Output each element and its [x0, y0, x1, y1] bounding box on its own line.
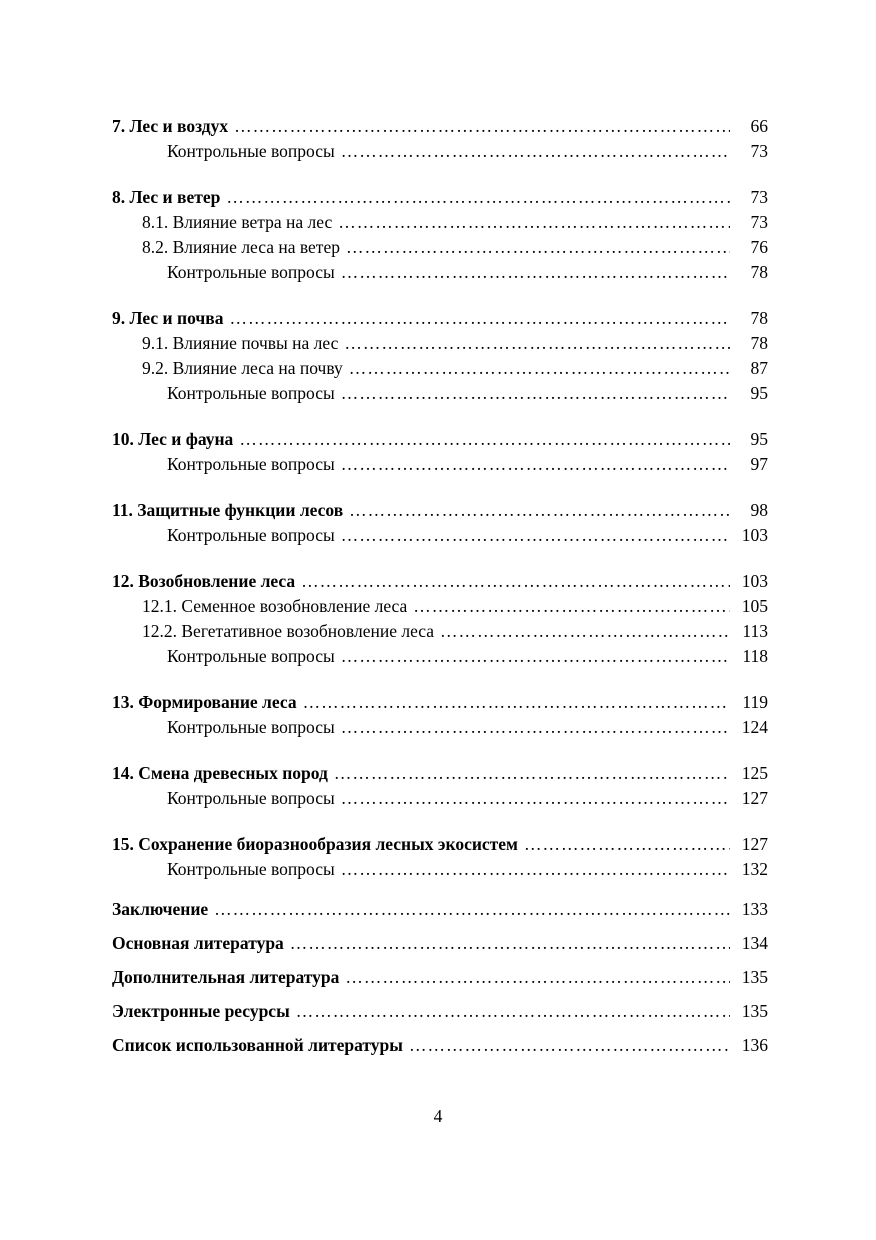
toc-entry-label: Контрольные вопросы [167, 262, 335, 282]
toc-dot-leader [524, 832, 730, 857]
toc-page-number: 125 [741, 763, 768, 783]
toc-row [112, 331, 768, 356]
toc-entry-label: Электронные ресурсы [112, 1001, 290, 1021]
toc-dot-leader [341, 452, 730, 477]
toc-dot-leader [341, 786, 730, 811]
toc-entry-label: Список использованной литературы [112, 1035, 403, 1055]
toc-dot-leader [409, 1033, 730, 1058]
toc-list [112, 114, 768, 1058]
toc-row [112, 715, 768, 740]
toc-row [112, 381, 768, 406]
toc-page-number: 73 [750, 212, 768, 232]
toc-entry-label: 9. Лес и почва [112, 308, 224, 328]
toc-row [112, 139, 768, 164]
footer-page-number: 4 [433, 1106, 443, 1126]
toc-dot-leader [239, 427, 730, 452]
toc-entry-label: 12. Возобновление леса [112, 571, 296, 591]
toc-entry-label: 14. Смена древесных пород [112, 763, 328, 783]
toc-row [112, 235, 768, 260]
toc-entry-label: 10. Лес и фауна [112, 429, 234, 449]
toc-page-number: 78 [750, 262, 768, 282]
toc-row [112, 619, 768, 644]
toc-entry-label: 8. Лес и ветер [112, 187, 221, 207]
toc-row [112, 306, 768, 331]
toc-entry-label: 8.1. Влияние ветра на лес [142, 212, 333, 232]
toc-entry-label: 8.2. Влияние леса на ветер [142, 237, 340, 257]
toc-row [112, 857, 768, 882]
toc-dot-leader [229, 306, 730, 331]
toc-row [112, 114, 768, 139]
toc-row [112, 832, 768, 857]
toc-row [112, 1033, 768, 1058]
toc-dot-leader [341, 523, 730, 548]
toc-page-number: 98 [750, 500, 768, 520]
toc-dot-leader [214, 897, 730, 922]
toc-dot-leader [226, 185, 730, 210]
toc-entry-label: 9.2. Влияние леса на почву [142, 358, 343, 378]
toc-row [112, 498, 768, 523]
toc-page-number: 66 [750, 116, 768, 136]
toc-dot-leader [290, 931, 730, 956]
toc-dot-leader [344, 331, 730, 356]
toc-dot-leader [338, 210, 730, 235]
toc-dot-leader [345, 965, 730, 990]
toc-entry-label: 12.2. Вегетативное возобновление леса [142, 621, 435, 641]
toc-entry-label: Контрольные вопросы [167, 859, 335, 879]
toc-page-number: 78 [750, 333, 768, 353]
toc-row [112, 260, 768, 285]
toc-dot-leader [334, 761, 730, 786]
toc-row [112, 185, 768, 210]
toc-page-number: 118 [742, 646, 768, 666]
toc-row [112, 999, 768, 1024]
toc-page-number: 136 [741, 1035, 768, 1055]
toc-entry-label: 15. Сохранение биоразнообразия лесных экосистем [112, 834, 518, 854]
toc-dot-leader [301, 569, 730, 594]
toc-page-number: 87 [750, 358, 768, 378]
toc-page-number: 103 [741, 525, 768, 545]
toc-dot-leader [341, 139, 730, 164]
toc-page-number: 95 [750, 429, 768, 449]
toc-page-number: 73 [750, 141, 768, 161]
toc-entry-label: 12.1. Семенное возобновление леса [142, 596, 408, 616]
toc-row [112, 594, 768, 619]
toc-dot-leader [349, 498, 730, 523]
toc-dot-leader [440, 619, 730, 644]
toc-page-number: 73 [750, 187, 768, 207]
toc-row [112, 897, 768, 922]
toc-dot-leader [341, 381, 730, 406]
toc-dot-leader [346, 235, 730, 260]
toc-row [112, 965, 768, 990]
toc-dot-leader [341, 644, 730, 669]
toc-dot-leader [303, 690, 730, 715]
toc-page-number: 76 [750, 237, 768, 257]
toc-entry-label: 9.1. Влияние почвы на лес [142, 333, 339, 353]
toc-row [112, 761, 768, 786]
toc-entry-label: Контрольные вопросы [167, 454, 335, 474]
toc-entry-label: Контрольные вопросы [167, 383, 335, 403]
toc-row [112, 786, 768, 811]
toc-dot-leader [413, 594, 730, 619]
toc-row [112, 569, 768, 594]
toc-page-number: 132 [741, 859, 768, 879]
toc-page-number: 78 [750, 308, 768, 328]
toc-dot-leader [341, 715, 730, 740]
toc-dot-leader [234, 114, 730, 139]
toc-page-number: 135 [741, 967, 768, 987]
toc-row [112, 210, 768, 235]
toc-page-number: 135 [741, 1001, 768, 1021]
toc-entry-label: Контрольные вопросы [167, 788, 335, 808]
toc-page-number: 127 [741, 788, 768, 808]
toc-dot-leader [296, 999, 730, 1024]
toc-entry-label: 13. Формирование леса [112, 692, 297, 712]
toc-row [112, 427, 768, 452]
toc-page-number: 134 [741, 933, 768, 953]
toc-page-number: 97 [750, 454, 768, 474]
toc-dot-leader [349, 356, 730, 381]
toc-row [112, 644, 768, 669]
toc-page-number: 119 [742, 692, 768, 712]
toc-entry-label: Контрольные вопросы [167, 646, 335, 666]
toc-entry-label: 7. Лес и воздух [112, 116, 229, 136]
toc-page-number: 133 [741, 899, 768, 919]
toc-page-number: 127 [741, 834, 768, 854]
toc-entry-label: Контрольные вопросы [167, 525, 335, 545]
toc-row [112, 452, 768, 477]
toc-page-number: 95 [750, 383, 768, 403]
toc-entry-label: Заключение [112, 899, 209, 919]
toc-entry-label: 11. Защитные функции лесов [112, 500, 344, 520]
toc-page-number: 103 [741, 571, 768, 591]
toc-page-number: 113 [742, 621, 768, 641]
toc-row [112, 523, 768, 548]
toc-entry-label: Основная литература [112, 933, 284, 953]
toc-row [112, 690, 768, 715]
toc-entry-label: Дополнительная литература [112, 967, 340, 987]
toc-dot-leader [341, 857, 730, 882]
toc-entry-label: Контрольные вопросы [167, 717, 335, 737]
toc-dot-leader [341, 260, 730, 285]
toc-page-number: 124 [741, 717, 768, 737]
toc-entry-label: Контрольные вопросы [167, 141, 335, 161]
toc-row [112, 356, 768, 381]
toc-page-number: 105 [741, 596, 768, 616]
toc-row [112, 931, 768, 956]
